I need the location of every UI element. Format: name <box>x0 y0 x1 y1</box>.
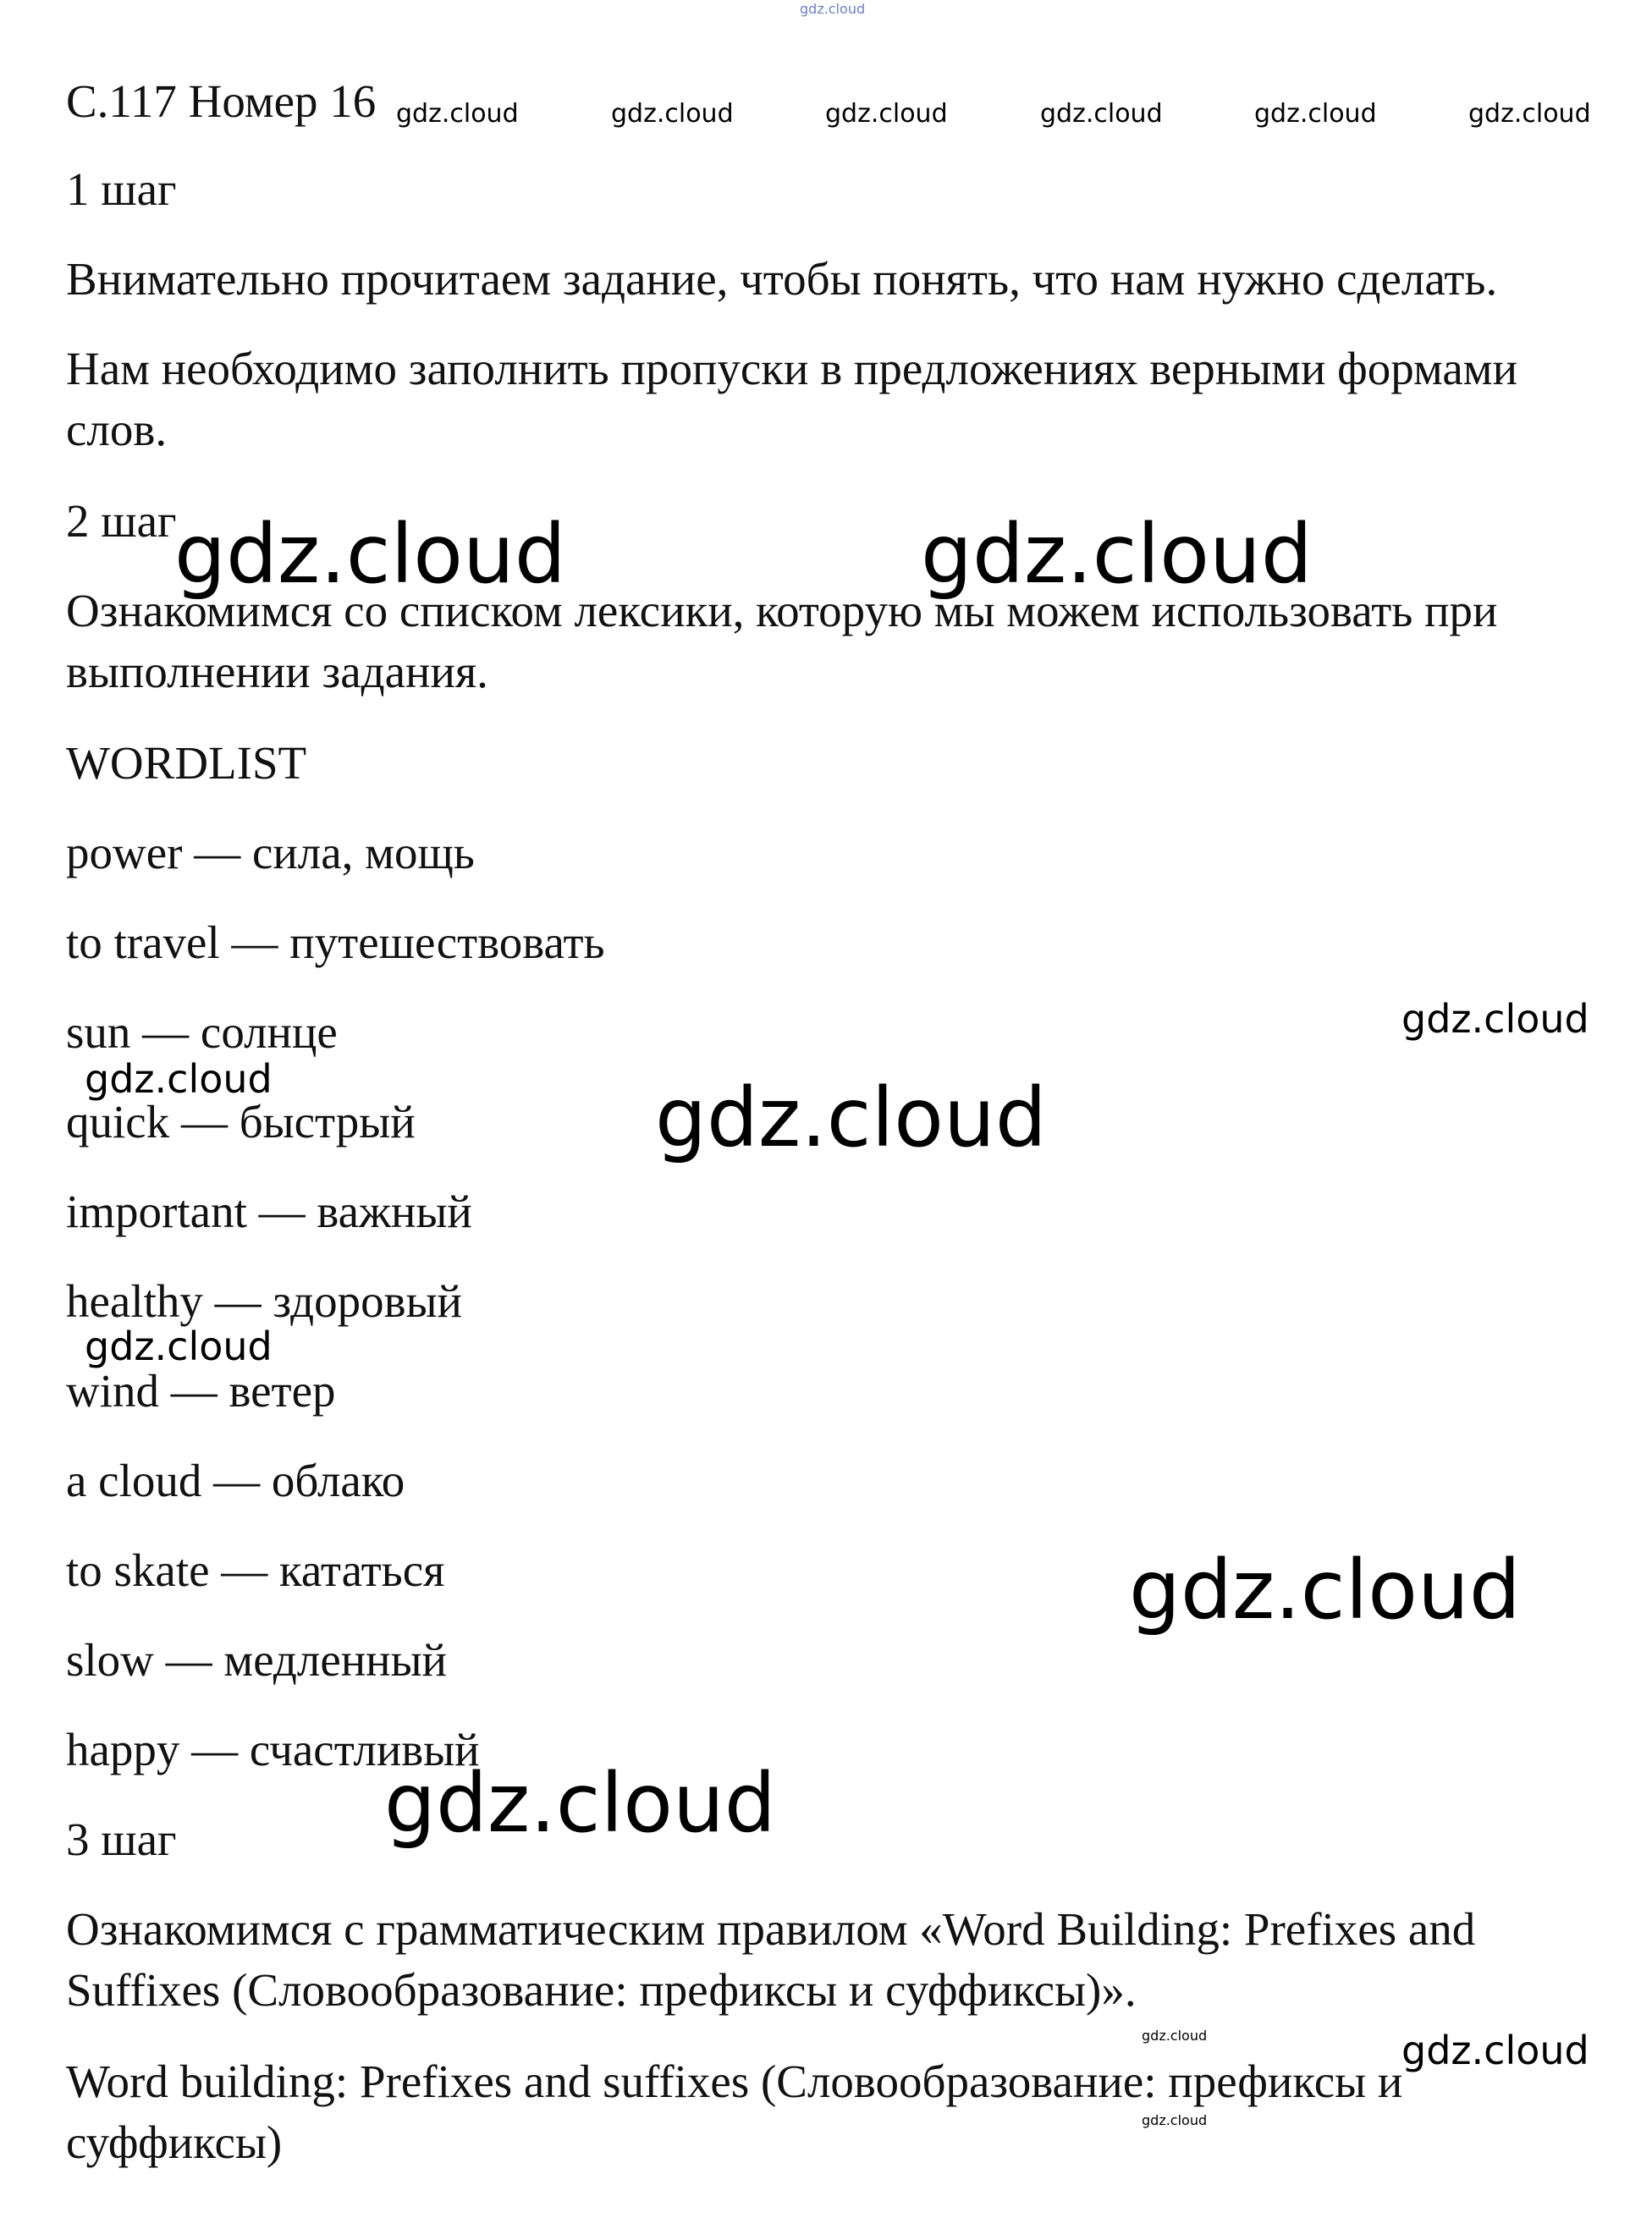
watermark: gdz.cloud <box>1142 2028 1208 2044</box>
watermark: gdz.cloud <box>1254 99 1377 129</box>
watermark: gdz.cloud <box>1040 99 1163 129</box>
wordlist-item: quick — быстрый <box>66 1096 416 1148</box>
wordlist-title: WORDLIST <box>66 737 307 789</box>
step3-label: 3 шаг <box>66 1813 177 1865</box>
step2-text-line1: Ознакомимся со списком лексики, которую мы можем использовать при <box>66 585 1498 636</box>
step3-text-line2: Suffixes (Словообразование: префиксы и суффиксы)». <box>66 1964 1137 2016</box>
watermark: gdz.cloud <box>384 1756 776 1851</box>
wordlist-item: wind — ветер <box>66 1365 336 1417</box>
watermark: gdz.cloud <box>1142 2112 1208 2128</box>
watermark: gdz.cloud <box>1401 996 1589 1042</box>
step1-task-line1: Нам необходимо заполнить пропуски в предложениях верными формами <box>66 343 1518 394</box>
wordlist-item: to travel — путешествовать <box>66 916 605 968</box>
step1-task-line2: слов. <box>66 404 168 455</box>
wordlist-item: to skate — кататься <box>66 1544 445 1596</box>
step1-label: 1 шаг <box>66 163 177 215</box>
watermark: gdz.cloud <box>655 1070 1047 1165</box>
top-watermark: gdz.cloud <box>800 1 866 17</box>
page-title: С.117 Номер 16 <box>66 75 377 127</box>
watermark: gdz.cloud <box>396 99 519 129</box>
wordlist-item: a cloud — облако <box>66 1455 405 1506</box>
watermark: gdz.cloud <box>611 99 734 129</box>
wordlist-item: slow — медленный <box>66 1634 447 1686</box>
watermark: gdz.cloud <box>921 507 1313 602</box>
wordlist-item: sun — солнце <box>66 1006 338 1058</box>
watermark: gdz.cloud <box>174 507 566 602</box>
watermark: gdz.cloud <box>1401 2028 1589 2073</box>
rule-title-line2: суффиксы) <box>66 2116 283 2168</box>
watermark: gdz.cloud <box>1129 1543 1521 1637</box>
wordlist-item: happy — счастливый <box>66 1724 480 1775</box>
step2-text-line2: выполнении задания. <box>66 646 488 697</box>
wordlist-item: important — важный <box>66 1186 472 1237</box>
watermark: gdz.cloud <box>85 1324 273 1369</box>
watermark: gdz.cloud <box>85 1056 273 1102</box>
rule-title-line1: Word building: Prefixes and suffixes (Словообразование: префиксы и <box>66 2056 1403 2107</box>
step2-label: 2 шаг <box>66 495 177 547</box>
step3-text-line1: Ознакомимся с грамматическим правилом «Word Building: Prefixes and <box>66 1903 1476 1955</box>
watermark: gdz.cloud <box>1468 99 1591 129</box>
wordlist-item: healthy — здоровый <box>66 1275 462 1327</box>
watermark: gdz.cloud <box>825 99 948 129</box>
wordlist-item: power — сила, мощь <box>66 827 475 878</box>
step1-text: Внимательно прочитаем задание, чтобы понять, что нам нужно сделать. <box>66 253 1498 305</box>
